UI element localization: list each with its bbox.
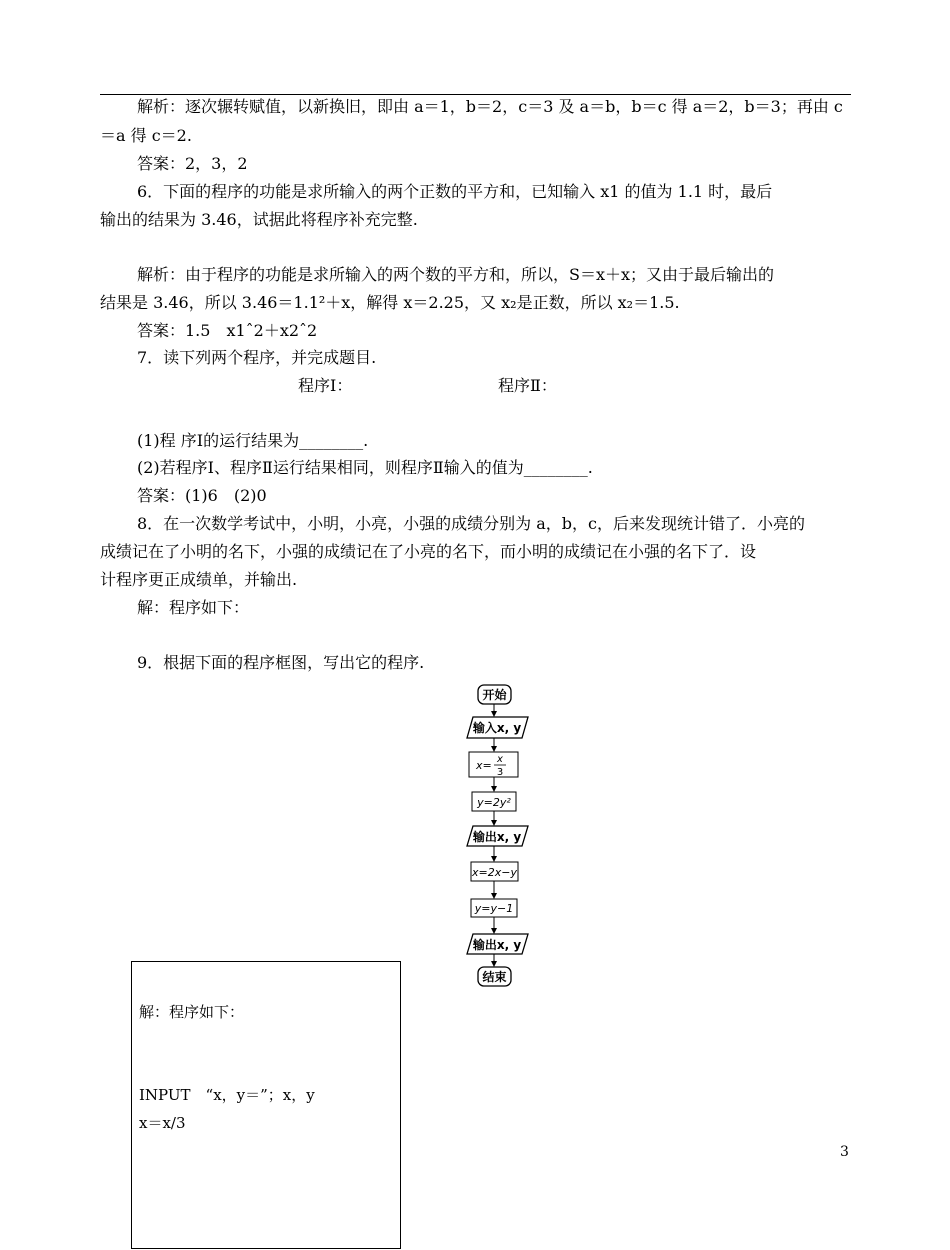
q6-prompt-line1: 6．下面的程序的功能是求所输入的两个正数的平方和，已知输入 x1 的值为 1.1 时，最后 bbox=[137, 182, 773, 201]
step2-label: y=2y² bbox=[477, 796, 511, 809]
flow-output1-label: 输出x, y bbox=[472, 830, 522, 844]
flow-start bbox=[478, 685, 511, 704]
step1-lhs: x= bbox=[476, 759, 492, 772]
q6-prompt-line2: 输出的结果为 3.46，试据此将程序补充完整. bbox=[100, 210, 418, 229]
flow-end bbox=[478, 967, 511, 986]
answer-box-code-line2: x＝x/3 bbox=[139, 1114, 186, 1132]
flow-end-label: 结束 bbox=[482, 970, 507, 984]
q6-explanation-line1: 解析：由于程序的功能是求所输入的两个数的平方和，所以，S＝x＋x；又由于最后输出的 bbox=[137, 265, 775, 284]
flow-output2-label: 输出x, y bbox=[472, 938, 522, 952]
flow-step-y-update bbox=[471, 899, 517, 917]
answer-box-code-line1: INPUT “x，y＝”；x，y bbox=[139, 1086, 315, 1104]
q7-part2: (2)若程序Ⅰ、程序Ⅱ运行结果相同，则程序Ⅱ输入的值为________. bbox=[137, 458, 593, 477]
q5-explanation-line2: ＝a 得 c＝2. bbox=[100, 126, 192, 145]
q9-prompt: 9．根据下面的程序框图，写出它的程序. bbox=[137, 653, 425, 672]
flow-input-label: 输入x, y bbox=[472, 721, 522, 735]
flow-input bbox=[467, 717, 528, 738]
flow-output-2 bbox=[467, 934, 528, 954]
q7-part1: (1)程 序Ⅰ的运行结果为________. bbox=[137, 431, 369, 450]
q5-answer: 答案：2，3，2 bbox=[137, 154, 248, 173]
step1-numerator: x bbox=[497, 754, 503, 765]
q5-explanation-line1: 解析：逐次辗转赋值，以新换旧，即由 a＝1，b＝2，c＝3 及 a＝b，b＝c 得 a＝2，b＝3；再由 c bbox=[137, 97, 843, 116]
q7-answer: 答案：(1)6 (2)0 bbox=[137, 486, 267, 505]
q8-prompt-line3: 计程序更正成绩单，并输出. bbox=[100, 570, 298, 589]
flow-start-label: 开始 bbox=[482, 688, 507, 702]
q7-prompt: 7．读下列两个程序，并完成题目. bbox=[137, 348, 377, 367]
program-2-label: 程序Ⅱ： bbox=[498, 376, 557, 395]
flow-step-x-update bbox=[471, 862, 518, 881]
flow-output-1 bbox=[467, 826, 528, 846]
q6-explanation-line2: 结果是 3.46，所以 3.46＝1.1²＋x，解得 x＝2.25，又 x₂是正数，所以 x₂＝1.5. bbox=[100, 293, 680, 312]
flow-step-y bbox=[472, 792, 516, 811]
q8-prompt-line1: 8．在一次数学考试中，小明，小亮，小强的成绩分别为 a，b，c，后来发现统计错了．小亮的 bbox=[137, 514, 806, 533]
q6-answer: 答案：1.5 x1ˆ2＋x2ˆ2 bbox=[137, 321, 318, 340]
q8-prompt-line2: 成绩记在了小明的名下，小强的成绩记在了小亮的名下，而小明的成绩记在小强的名下了．设 bbox=[100, 542, 757, 561]
page-number: 3 bbox=[840, 1144, 849, 1160]
q8-solution: 解：程序如下： bbox=[137, 598, 250, 617]
flow-step-x-div-3 bbox=[469, 752, 518, 778]
answer-box bbox=[131, 961, 401, 1249]
step3-label: x=2x−y bbox=[472, 866, 517, 879]
program-1-label: 程序Ⅰ： bbox=[298, 376, 353, 395]
step1-denominator: 3 bbox=[496, 767, 504, 778]
header-rule bbox=[100, 94, 851, 95]
answer-box-intro: 解：程序如下： bbox=[139, 1003, 245, 1021]
flowchart bbox=[440, 680, 550, 994]
step4-label: y=y−1 bbox=[474, 902, 514, 915]
